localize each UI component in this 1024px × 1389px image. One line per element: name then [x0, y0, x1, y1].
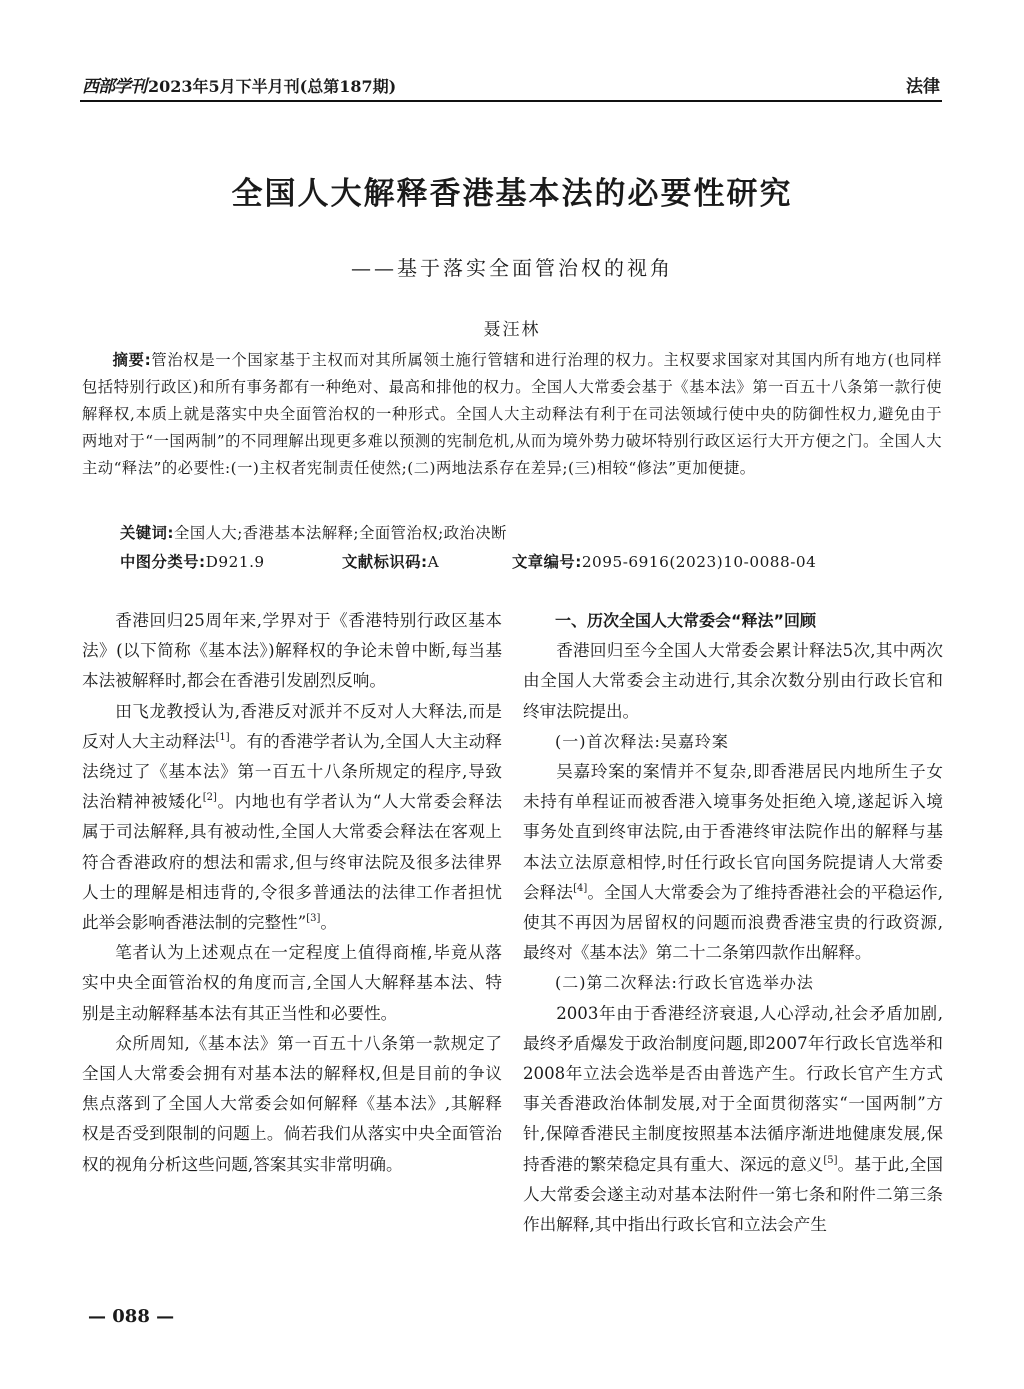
paragraph: 香港回归25周年来,学界对于《香港特别行政区基本法》(以下简称《基本法》)解释权的争论未曾中断,每当基本法被解释时,都会在香港引发剧烈反响。 [82, 611, 502, 691]
paragraph: 众所周知,《基本法》第一百五十八条第一款规定了全国人大常委会拥有对基本法的解释权,但是目前的争议焦点落到了全国人大常委会如何解释《基本法》,其解释权是否受到限制的问题上。倘若我们从落实中央全面管治权的视角分析这些问题,答案其实非常明确。 [82, 1033, 502, 1174]
subsection-heading: (二)第二次释法:行政长官选举办法 [555, 973, 814, 993]
keywords-label: 关键词: [120, 524, 175, 542]
citation-ref: [2] [202, 792, 217, 804]
paragraph: 2003年由于香港经济衰退,人心浮动,社会矛盾加剧,最终矛盾爆发于政治制度问题,即2007年行政长官选举和2008年立法会选举是否由普选产生。行政长官产生方式事关香港政治体制发展,对于全面贯彻落实“一国两制”方针,保障香港民主制度按照基本法循序渐进地健康发展,保持香港的繁荣稳定具有重大、深远的意义[5]。基于此,全国人大常委会遂主动对基本法附件一第七条和附件二第三条作出解释,其中指出行政长官和立法会产生 [523, 1003, 943, 1235]
keywords-text: 全国人大;香港基本法解释;全面管治权;政治决断 [174, 524, 507, 542]
article-number: 文章编号:2095-6916(2023)10-0088-04 [512, 553, 817, 571]
article-title: 全国人大解释香港基本法的必要性研究 [231, 176, 793, 212]
citation-ref: [3] [306, 913, 321, 925]
abstract-text: 管治权是一个国家基于主权而对其所属领土施行管辖和进行治理的权力。主权要求国家对其国内所有地方(也同样包括特别行政区)和所有事务都有一种绝对、最高和排他的权力。全国人大常委会基于《基本法》第一百五十八条第一款行使解释权,本质上就是落实中央全面管治权的一种形式。全国人大主动释法有利于在司法领域行使中央的防御性权力,避免由于两地对于“一国两制”的不同理解出现更多难以预测的宪制危机,从而为境外势力破坏特别行政区运行大开方便之门。全国人大主动“释法”的必要性:(一)主权者宪制责任使然;(二)两地法系存在差异;(三)相较“修法”更加便捷。 [82, 351, 942, 477]
paragraph: 笔者认为上述观点在一定程度上值得商榷,毕竟从落实中央全面管治权的角度而言,全国人大解释基本法、特别是主动解释基本法有其正当性和必要性。 [82, 943, 502, 1023]
clc-number: 中图分类号:D921.9 [120, 553, 265, 571]
journal-header [82, 72, 396, 97]
citation-ref: [1] [215, 731, 230, 743]
paragraph: 香港回归至今全国人大常委会累计释法5次,其中两次由全国人大常委会主动进行,其余次数分别由行政长官和终审法院提出。 [523, 641, 943, 721]
journal-logo: 西部学刊 [82, 77, 146, 97]
subsection-heading: (一)首次释法:吴嘉玲案 [555, 731, 729, 751]
article-author: 聂汪林 [483, 320, 541, 340]
paragraph: 田飞龙教授认为,香港反对派并不反对人大释法,而是反对人大主动释法[1]。有的香港学者认为,全国人大主动释法绕过了《基本法》第一百五十八条所规定的程序,导致法治精神被矮化[2]。内地也有学者认为“人大常委会释法属于司法解释,具有被动性,全国人大常委会释法在客观上符合香港政府的想法和需求,但与终审法院及很多法律界人士的理解是相违背的,令很多普通法的法律工作者担忧此举会影响香港法制的完整性”[3]。 [82, 701, 503, 933]
header-divider [80, 100, 942, 102]
keywords [120, 521, 507, 543]
paragraph: 吴嘉玲案的案情并不复杂,即香港居民内地所生子女未持有单程证而被香港入境事务处拒绝入境,遂起诉入境事务处直到终审法院,由于香港终审法院作出的解释与基本法立法原意相悖,时任行政长官向国务院提请人大常委会释法[4]。全国人大常委会为了维持香港社会的平稳运作,使其不再因为居留权的问题而浪费香港宝贵的行政资源,最终对《基本法》第二十二条第四款作出解释。 [523, 762, 943, 963]
section-label: 法律 [906, 77, 940, 97]
right-column [523, 606, 943, 1240]
article-subtitle: ——基于落实全面管治权的视角 [351, 256, 673, 280]
issue-info: 2023年5月下半月刊(总第187期) [148, 77, 397, 96]
document-code: 文献标识码:A [342, 553, 440, 571]
abstract [82, 347, 942, 482]
citation-ref: [4] [573, 882, 588, 894]
abstract-label: 摘要: [112, 351, 152, 369]
section-heading: 一、历次全国人大常委会“释法”回顾 [555, 611, 817, 630]
left-column [82, 606, 502, 1180]
page-number: — 088 — [88, 1306, 175, 1327]
citation-ref: [5] [823, 1154, 838, 1166]
